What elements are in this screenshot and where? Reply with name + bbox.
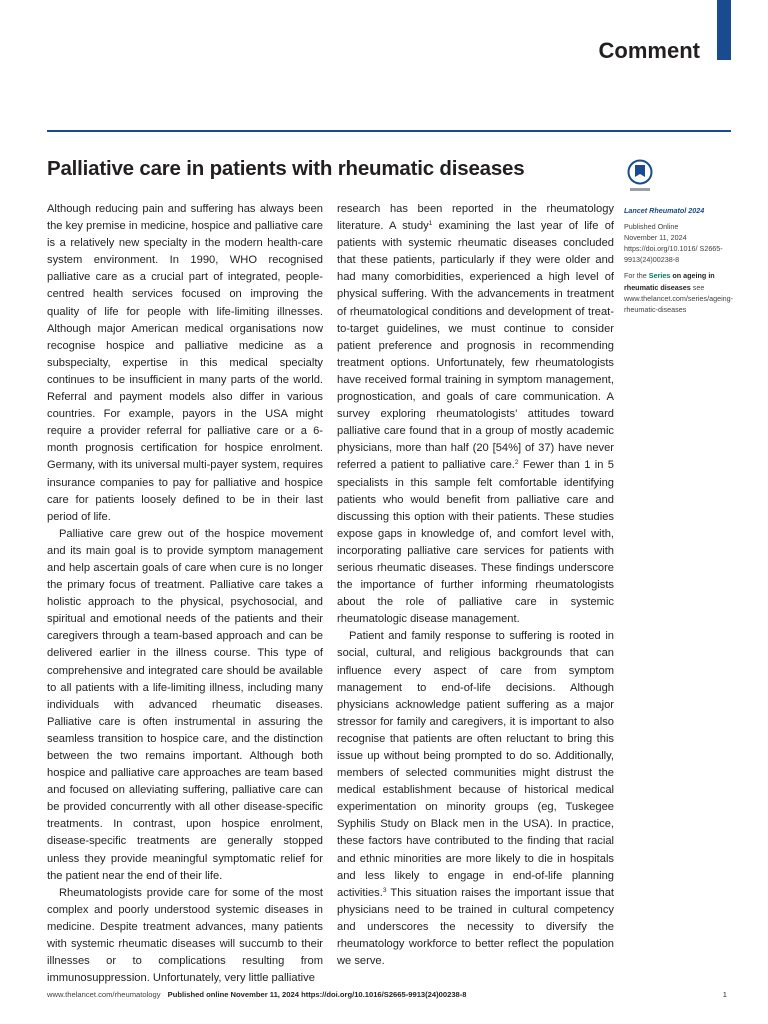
paragraph: Palliative care grew out of the hospice movement and its main goal is to provide symptom management and help ascertain goals of care when cure is no longer the primary focus of treatment. Palliative care takes a holistic approach to the physical, psychosocial, and spiritual and emotional needs of the patients and their caregivers through a team-based approach and can be delivered earlier in the illness course. This type of comprehensive and integrated care should be available to all patients with a life-limiting illness, including many individuals with advanced rheumatic diseases. Palliative care is often instrumental in assuring the seamless transition to hospice care, and the distinction between the two remains important. Although both hospice and palliative care approaches are team based and focused on alleviating suffering, palliative care can be provided concurrently with all other disease-specific treatments. In contrast, upon hospice enrolment, disease-specific treatments are generally stopped unless they provide meaningful symptomatic relief for the patient near the end of their life. — [47, 527, 323, 882]
doi-link[interactable]: https://doi.org/10.1016/ S2665-9913(24)00238-8 — [624, 244, 723, 265]
header-rule — [47, 130, 731, 132]
series-link[interactable]: Series — [648, 271, 671, 281]
article-column-1 — [47, 201, 323, 987]
series-topic: on ageing in rheumatic diseases — [624, 271, 715, 292]
page-number: 1 — [722, 990, 727, 999]
page-footer — [47, 990, 731, 999]
text-run: research has been reported in the rheumatology literature. A study — [337, 203, 614, 233]
paragraph: Although reducing pain and suffering has always been the key premise in medicine, hospice and palliative care is a relatively new specialty in the modern health-care system environment. In 1990, WHO recognised palliative care as a crucial part of integrated, people-centred health services focused on improving the quality of life for people with life-limiting illnesses. Although major American medical organisations now recognise hospice and palliative medicine as a subspecialty, expertise in this medical specialty continues to be insufficient in many parts of the world. Referral and payment models also differ in various countries. For example, payors in the USA might require a provider referral for palliative care or a 6-month prognosis certification for hospice enrolment. Germany, with its universal multi-payer system, requires insurance companies to pay for palliative and hospice care for patients loosely defined to be in their last period of life. — [47, 203, 323, 523]
reference-marker[interactable]: 1 — [428, 220, 433, 228]
footer-site-link[interactable]: www.thelancet.com/rheumatology — [47, 990, 161, 999]
text-run: examining the last year of life of patients with systemic rheumatic diseases concluded that these patients, particularly if they were older and had many comorbidities, experienced a high level of physical suffering. With the advancements in treatment of rheumatological conditions and development of treat-to-target guidelines, we must continue to consider patient preference and prognosis in recommending treatment options. Unfortunately, few rheumatologists have received formal training in symptom management, prognostication, and goals of care communication. A survey exploring rheumatologists’ attitudes toward palliative care found that in a group of mostly academic physicians, more than half (20 [54%] of 37) have never referred a patient to palliative care. — [337, 220, 614, 472]
text-run: Patient and family response to suffering is rooted in social, cultural, and religious backgrounds that can influence every aspect of care from symptom management to end-of-life decisions. Although physicians acknowledge patient suffering as a major stressor for family and caregivers, it is important to also recognise that patients are often reluctant to bring this issue up without being prompted to do so. Additionally, members of selected communities might distrust the medical establishment because of historical medical experimentation on minority groups (eg, Tuskegee Syphilis Study on Black men in the USA). In practice, these factors have contributed to the finding that racial and ethnic minorities are more likely to die in hospitals and less likely to engage in end-of-life planning activities. — [337, 630, 614, 899]
reference-marker[interactable]: 3 — [382, 886, 387, 894]
journal-citation: Lancet Rheumatol 2024 — [624, 206, 705, 215]
article-sidebar — [624, 205, 732, 315]
series-url[interactable]: see www.thelancet.com/series/ageing-rheumatic-diseases — [624, 282, 734, 314]
series-note — [624, 270, 732, 314]
paragraph — [337, 201, 614, 628]
published-date: November 11, 2024 — [624, 233, 687, 243]
published-online-label: Published Online — [624, 222, 679, 232]
corner-accent-bar — [717, 0, 731, 60]
section-label: Comment — [598, 38, 700, 63]
article-column-2 — [337, 201, 614, 970]
footer-doi[interactable]: https://doi.org/10.1016/S2665-9913(24)00238-8 — [301, 990, 467, 999]
paragraph — [337, 628, 614, 970]
series-prefix: For the — [624, 271, 649, 281]
footer-published: Published online November 11, 2024 — [167, 990, 299, 999]
reference-marker[interactable]: 2 — [514, 459, 519, 467]
paragraph: Rheumatologists provide care for some of the most complex and poorly understood systemic diseases in medicine. Despite treatment advances, many patients with systemic rheumatic diseases will succumb to their illnesses or to complications resulting from immunosuppression. Unfortunately, very little palliative — [47, 886, 323, 985]
article-title: Palliative care in patients with rheumatic diseases — [47, 157, 525, 180]
text-run: This situation raises the important issue that physicians need to be trained in cultural competency and underscores the necessity to diversify the rheumatology workforce to better reflect the population we serve. — [337, 886, 614, 968]
crossmark-icon[interactable] — [627, 159, 653, 195]
text-run: Fewer than 1 in 5 specialists in this sample felt comfortable identifying patients who would benefit from palliative care and discussing this option with their patients. These studies expose gaps in knowledge of, and comfort level with, incorporating palliative care services for patients with serious rheumatic diseases. These findings underscore the importance of further informing rheumatologists about the role of palliative care in systemic rheumatologic disease management. — [337, 459, 614, 626]
